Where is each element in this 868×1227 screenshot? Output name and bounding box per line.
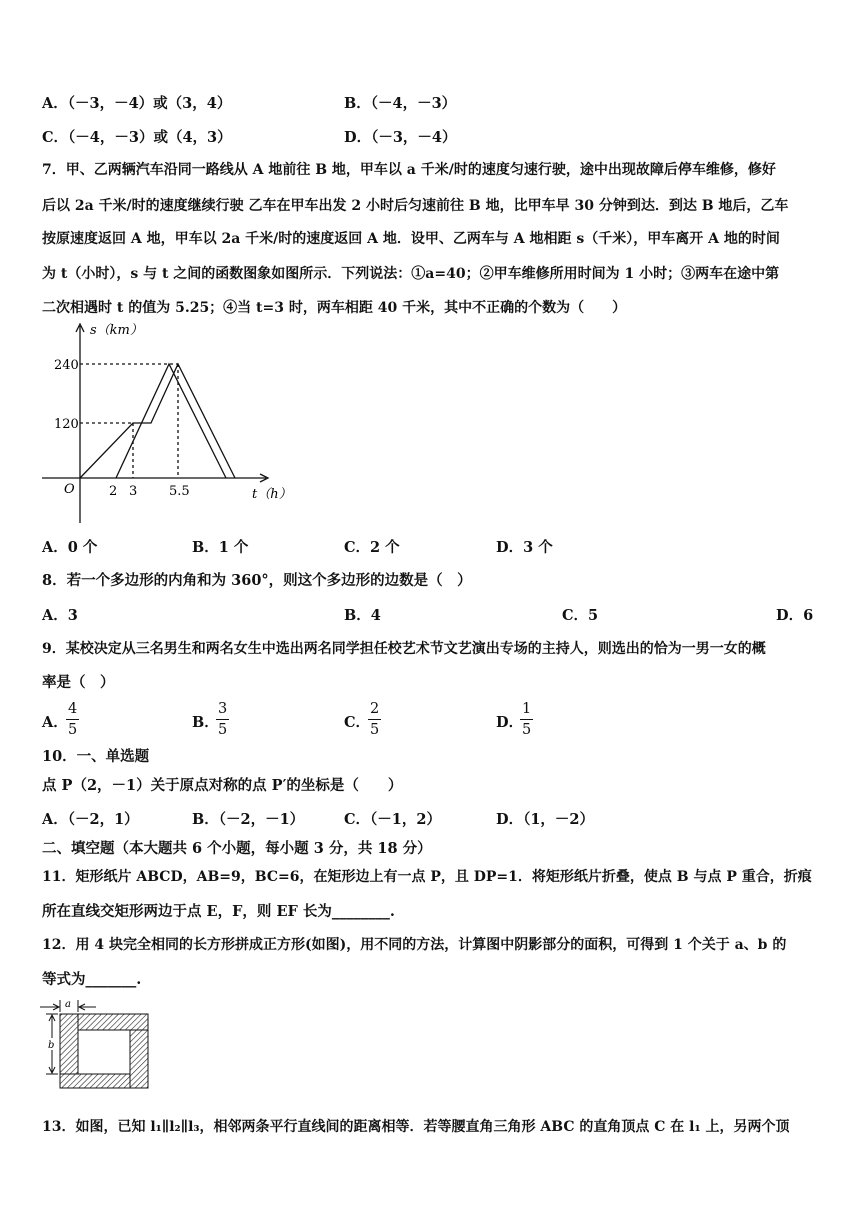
q8-option-c: C．5 (562, 607, 599, 624)
q11-stem-line-1: 11．矩形纸片 ABCD，AB=9，BC=6，在矩形边上有一点 P，且 DP=1．将矩形纸片折叠，使点 B 与点 P 重合，折痕 (42, 869, 812, 885)
q7-option-d: D．3 个 (496, 539, 553, 556)
q9-option-b-fraction (216, 699, 229, 740)
q10-option-c: C．（－1，2） (344, 811, 441, 828)
q6-option-a: A．（－3，－4）或（3，4） (42, 95, 232, 112)
x-tick-3: 3 (129, 484, 138, 499)
q6-option-b: B．（－4，－3） (344, 95, 457, 112)
q9-option-d-numerator: 1 (520, 699, 533, 720)
q12-stem-line-1: 12．用 4 块完全相同的长方形拼成正方形(如图)，用不同的方法，计算图中阴影部分的面积，可得到 1 个关于 a、b 的 (42, 937, 787, 953)
q8-stem: 8．若一个多边形的内角和为 360°，则这个多边形的边数是（ ） (42, 572, 472, 589)
q9-option-d-label: D． (496, 714, 524, 731)
y-tick-120: 120 (54, 417, 79, 432)
q10-option-b: B．（－2，－1） (192, 811, 305, 828)
inner-square (78, 1030, 130, 1074)
q9-stem-line-2: 率是（ ） (42, 674, 115, 691)
q12-square-figure (38, 998, 153, 1090)
q9-option-c-fraction (368, 699, 381, 740)
q10-stem: 点 P（2，－1）关于原点对称的点 P′的坐标是（ ） (42, 777, 403, 794)
q7-option-a: A．0 个 (42, 539, 98, 556)
q10-option-a: A．（－2，1） (42, 811, 139, 828)
origin-label: O (64, 482, 75, 497)
q9-option-a-fraction (66, 699, 79, 740)
q12-stem-line-2: 等式为_______. (42, 971, 142, 988)
q7-stem-line-5: 二次相遇时 t 的值为 5.25；④当 t=3 时，两车相距 40 千米，其中不正确的个数为（ ） (42, 300, 627, 316)
x-tick-5.5: 5.5 (169, 484, 190, 499)
section-2-heading: 二、填空题（本大题共 6 个小题，每小题 3 分，共 18 分） (42, 840, 432, 857)
q7-stem-line-2: 后以 2a 千米/时的速度继续行驶 乙车在甲车出发 2 小时后匀速前往 B 地，比甲车早 30 分钟到达．到达 B 地后，乙车 (42, 198, 789, 214)
q7-option-b: B．1 个 (192, 539, 249, 556)
q9-option-b-label: B． (192, 714, 219, 731)
q10-option-d: D．（1，－2） (496, 811, 595, 828)
q10-title: 10．一、单选题 (42, 748, 150, 765)
q7-stem-line-3: 按原速度返回 A 地，甲车以 2a 千米/时的速度返回 A 地．设甲、乙两车与 A 地相距 s（千米），甲车离开 A 地的时间 (42, 231, 780, 247)
y-axis-label: s（km） (90, 323, 143, 338)
q6-option-c: C．（－4，－3）或（4，3） (42, 129, 232, 146)
car-jia-path (80, 364, 235, 478)
q7-distance-time-graph (38, 318, 303, 530)
q9-option-c-label: C． (344, 714, 371, 731)
q9-stem-line-1: 9．某校决定从三名男生和两名女生中选出两名同学担任校艺术节文艺演出专场的主持人，则选出的恰为一男一女的概 (42, 641, 766, 657)
q11-stem-line-2: 所在直线交矩形两边于点 E，F，则 EF 长为________. (42, 903, 395, 920)
q9-option-c-denominator: 5 (370, 722, 380, 738)
q9-option-b-numerator: 3 (216, 699, 229, 720)
q8-option-d: D．6 (776, 607, 814, 624)
q7-stem-line-4: 为 t（小时），s 与 t 之间的函数图象如图所示．下列说法：①a=40；②甲车维修所用时间为 1 小时；③两车在途中第 (42, 266, 780, 282)
x-axis-label: t（h） (252, 487, 292, 502)
x-tick-2: 2 (109, 484, 118, 499)
q9-option-c-numerator: 2 (368, 699, 381, 720)
q8-option-a: A．3 (42, 607, 78, 624)
q9-option-d-fraction (520, 699, 533, 740)
q9-option-b-denominator: 5 (218, 722, 228, 738)
q8-option-b: B．4 (344, 607, 381, 624)
q7-option-c: C．2 个 (344, 539, 400, 556)
q9-option-a-denominator: 5 (68, 722, 78, 738)
q9-option-a-label: A． (42, 714, 68, 731)
q6-option-d: D．（－3，－4） (344, 129, 457, 146)
fig-label-b: b (48, 1040, 55, 1051)
fig-label-a: a (65, 999, 71, 1010)
q9-option-d-denominator: 5 (522, 722, 532, 738)
q13-stem-line-1: 13．如图，已知 l₁∥l₂∥l₃，相邻两条平行直线间的距离相等．若等腰直角三角形 ABC 的直角顶点 C 在 l₁ 上，另两个顶 (42, 1119, 790, 1135)
y-tick-240: 240 (54, 358, 79, 373)
q7-stem-line-1: 7．甲、乙两辆汽车沿同一路线从 A 地前往 B 地，甲车以 a 千米/时的速度匀速行驶，途中出现故障后停车维修，修好 (42, 162, 776, 178)
q9-option-a-numerator: 4 (66, 699, 79, 720)
